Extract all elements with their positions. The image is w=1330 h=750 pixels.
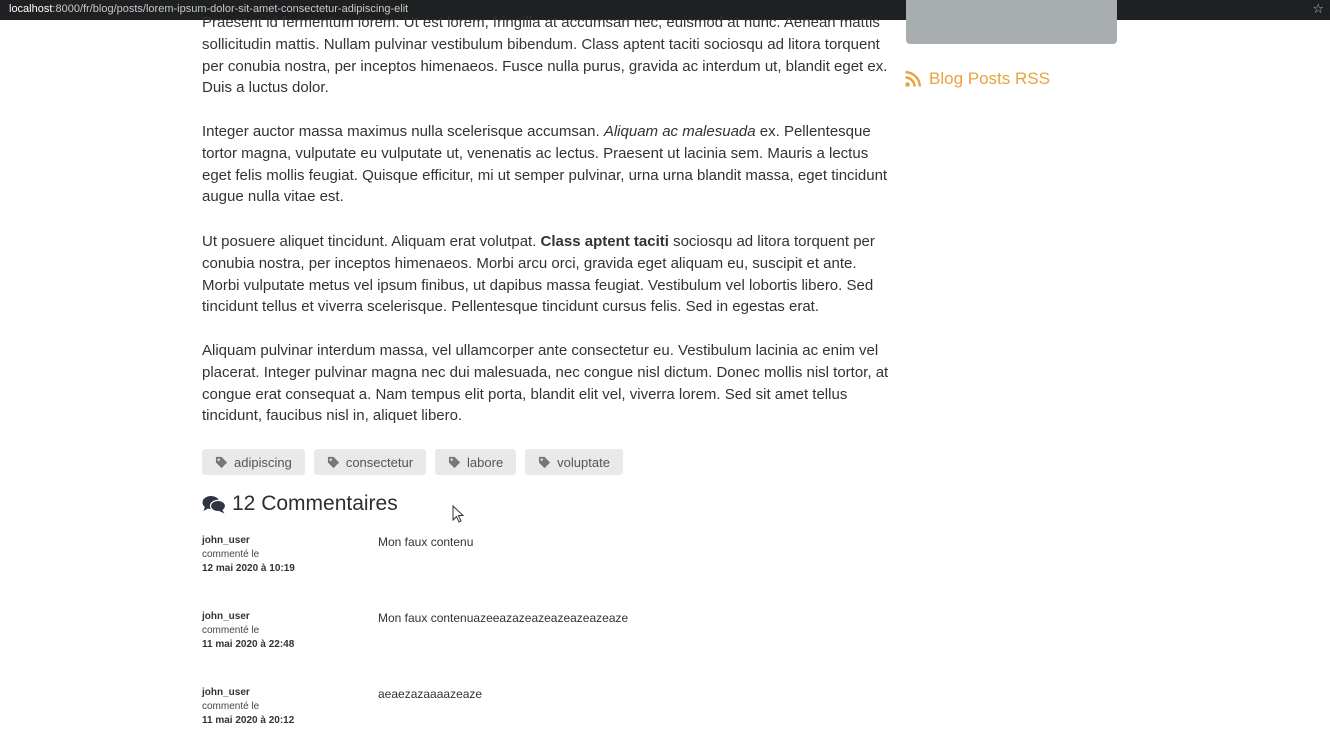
sidebar-box — [906, 0, 1117, 44]
bookmark-star-icon[interactable]: ☆ — [1312, 1, 1324, 16]
comment-author[interactable]: john_user — [202, 611, 250, 622]
comment-item — [202, 534, 902, 584]
comments-icon — [202, 495, 226, 514]
tag-label: labore — [467, 454, 504, 470]
comment-item — [202, 610, 902, 660]
tag-icon — [215, 456, 228, 469]
comment-author[interactable]: john_user — [202, 535, 250, 546]
paragraph-text: sociosqu ad litora torquent per conubia nostra, per inceptos himenaeos. Morbi arcu orci, gravida eget aliquam eu, suscipit et ante. Morbi vulputate metus vel ipsum finibus, ut dapibus massa feugiat. Vestibulum vel lobortis libero. Sed tincidunt tellus et viverra scelerisque. Pellentesque tincidunt cursus felis. Sed in egestas erat. — [202, 233, 875, 316]
comment-meta — [202, 686, 372, 728]
mouse-cursor-icon — [452, 505, 464, 523]
tag-list — [202, 449, 632, 475]
comment-item — [202, 686, 902, 736]
tag-voluptate[interactable] — [525, 449, 623, 475]
tag-label: consectetur — [345, 454, 414, 470]
comment-date: 12 mai 2020 à 10:19 — [202, 563, 295, 574]
comment-meta — [202, 534, 372, 576]
tag-icon — [448, 456, 461, 469]
article-paragraph-3 — [202, 231, 892, 318]
tag-consectetur[interactable] — [314, 449, 426, 475]
tag-label: voluptate — [557, 454, 610, 470]
article-paragraph-1: Praesent id fermentum lorem. Ut est lorem, fringilla at accumsan nec, euismod at nunc. Aenean mattis sollicitudin mattis. Nullam pulvinar vestibulum bibendum. Class aptent taciti sociosqu ad litora torquent per conubia nostra, per inceptos himenaeos. Fusce nulla purus, gravida ac interdum ut, blandit eget ex. Duis a luctus dolor. — [202, 14, 888, 97]
article-paragraph-2 — [202, 121, 892, 208]
comment-body: Mon faux contenuazeeazazeazeazeazeazeaze — [378, 611, 629, 625]
rss-link[interactable] — [905, 69, 1050, 89]
emphasis-text: Aliquam ac malesuada — [603, 123, 756, 140]
comment-action: commenté le — [202, 625, 260, 636]
tag-label: adipiscing — [234, 454, 292, 470]
comment-action: commenté le — [202, 701, 260, 712]
tag-icon — [538, 456, 551, 469]
comment-date: 11 mai 2020 à 20:12 — [202, 715, 295, 726]
rss-link-label: Blog Posts RSS — [929, 69, 1050, 88]
tag-adipiscing[interactable] — [202, 449, 305, 475]
article-paragraph-4: Aliquam pulvinar interdum massa, vel ullamcorper ante consectetur eu. Vestibulum lacinia ac enim vel placerat. Integer pulvinar magna nec dui malesuada, nec congue nisl dictum. Donec mollis nisl tortor, at congue erat consequat a. Nam tempus elit porta, blandit elit vel, viverra lorem. Sed sit amet tellus tincidunt, faucibus nisl in, aliquet libero. — [202, 342, 889, 425]
url-path: :8000/fr/blog/posts/lorem-ipsum-dolor-sit-amet-consectetur-adipiscing-elit — [52, 3, 409, 15]
comment-body: Mon faux contenu — [378, 535, 474, 549]
paragraph-text: Ut posuere aliquet tincidunt. Aliquam erat volutpat. — [202, 233, 541, 250]
comments-heading — [202, 492, 398, 516]
paragraph-text: Integer auctor massa maximus nulla scelerisque accumsan. — [202, 123, 604, 140]
tag-icon — [327, 456, 340, 469]
comment-meta — [202, 610, 372, 652]
paragraph-text: ex. Pellentesque tortor magna, vulputate eu vulputate ut, venenatis ac lectus. Praesent ut lacinia sem. Mauris a lectus eget felis mollis feugiat. Quisque efficitur, mi ut semper pulvinar, urna urna blandit massa, eget tincidunt augue nulla vitae est. — [202, 123, 888, 206]
comment-action: commenté le — [202, 549, 260, 560]
strong-text: Class aptent taciti — [540, 233, 669, 250]
comment-date: 11 mai 2020 à 22:48 — [202, 639, 295, 650]
comments-count-title: 12 Commentaires — [232, 492, 398, 515]
comment-body: aeaezazaaaazeaze — [378, 687, 483, 701]
comment-author[interactable]: john_user — [202, 687, 250, 698]
tag-labore[interactable] — [435, 449, 516, 475]
url-host: localhost — [9, 3, 53, 15]
rss-icon — [905, 71, 921, 87]
